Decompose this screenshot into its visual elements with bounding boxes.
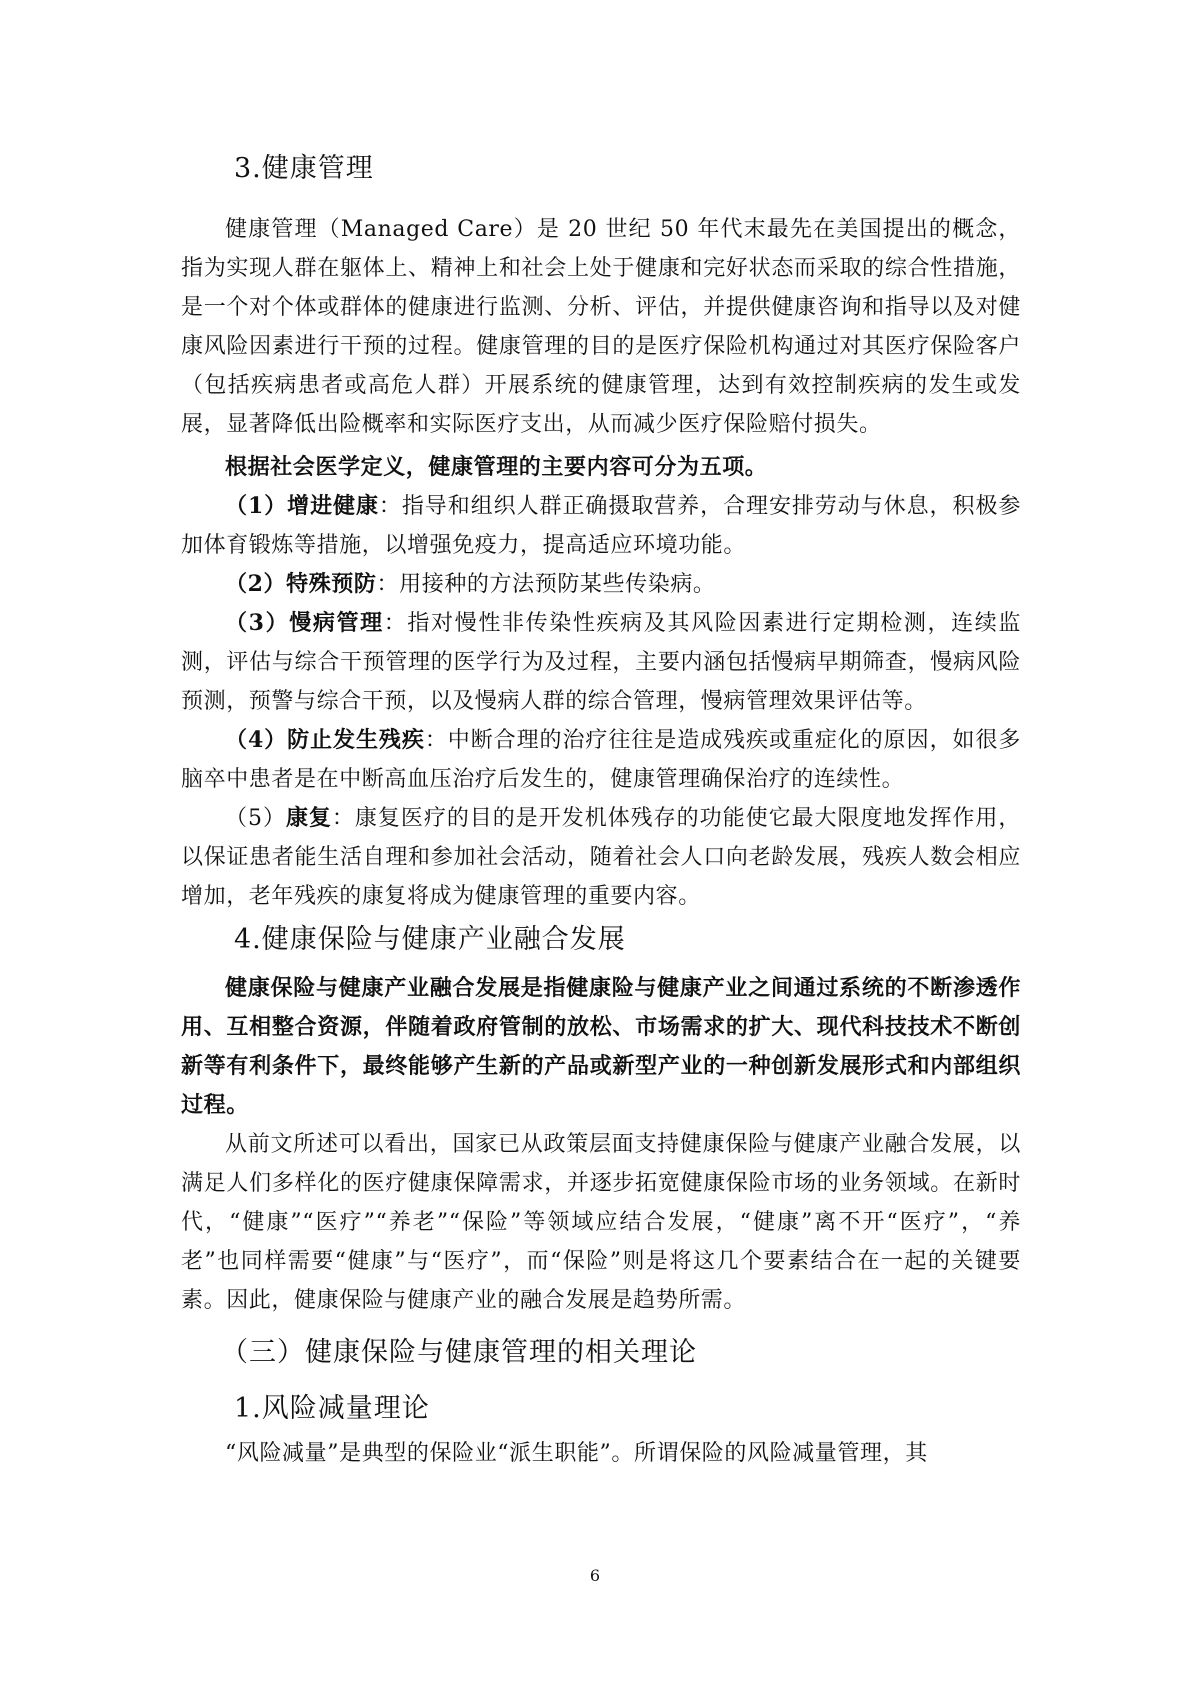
paragraph-integration-context: 从前文所述可以看出，国家已从政策层面支持健康保险与健康产业融合发展，以满足人们多样化的医疗健康保障需求，并逐步拓宽健康保险市场的业务领域。在新时代，“健康”“医疗”“养老”“保险”等领域应结合发展，“健康”离不开“医疗”，“养老”也同样需要“健康”与“医疗”，而“保险”则是将这几个要素结合在一起的关键要素。因此，健康保险与健康产业的融合发展是趋势所需。 bbox=[181, 1132, 1021, 1313]
item-text: ：用接种的方法预防某些传染病。 bbox=[376, 572, 716, 597]
page-content bbox=[181, 150, 1021, 1473]
heading-insurance-industry-integration: 4.健康保险与健康产业融合发展 bbox=[234, 924, 626, 955]
section-heading-related-theories: （三）健康保险与健康管理的相关理论 bbox=[221, 1337, 697, 1368]
heading-risk-reduction-theory: 1.风险减量理论 bbox=[234, 1393, 430, 1424]
item-label: 康复 bbox=[285, 805, 332, 831]
item-label: （4）防止发生残疾 bbox=[225, 727, 425, 753]
item-label: （1）增进健康 bbox=[225, 493, 379, 519]
item-text: ：康复医疗的目的是开发机体残存的功能使它最大限度地发挥作用，以保证患者能生活自理和参加社会活动，随着社会人口向老龄发展，残疾人数会相应增加，老年残疾的康复将成为健康管理的重要内容。 bbox=[181, 806, 1021, 909]
item-label: （2）特殊预防 bbox=[225, 571, 377, 597]
paragraph-health-management-intro: 健康管理（Managed Care）是 20 世纪 50 年代末最先在美国提出的概念，指为实现人群在躯体上、精神上和社会上处于健康和完好状态而采取的综合性措施，是一个对个体或群体的健康进行监测、分析、评估，并提供健康咨询和指导以及对健康风险因素进行干预的过程。健康管理的目的是医疗保险机构通过对其医疗保险客户（包括疾病患者或高危人群）开展系统的健康管理，达到有效控制疾病的发生或发展，显著降低出险概率和实际医疗支出，从而减少医疗保险赔付损失。 bbox=[181, 217, 1021, 437]
paragraph-five-items-summary: 根据社会医学定义，健康管理的主要内容可分为五项。 bbox=[225, 454, 768, 480]
paragraph-risk-reduction: “风险减量”是典型的保险业“派生职能”。所谓保险的风险减量管理，其 bbox=[225, 1441, 928, 1466]
list-item-prevent-disability bbox=[181, 721, 1021, 799]
item-text: ：指导和组织人群正确摄取营养，合理安排劳动与休息，积极参加体育锻炼等措施，以增强免疫力，提高适应环境功能。 bbox=[181, 494, 1021, 558]
page-number: 6 bbox=[589, 1566, 601, 1585]
list-item-rehabilitation bbox=[181, 799, 1021, 916]
item-text: ：指对慢性非传染性疾病及其风险因素进行定期检测，连续监测，评估与综合干预管理的医学行为及过程，主要内涵包括慢病早期筛查，慢病风险预测，预警与综合干预，以及慢病人群的综合管理，慢病管理效果评估等。 bbox=[181, 611, 1021, 714]
paragraph-integration-definition: 健康保险与健康产业融合发展是指健康险与健康产业之间通过系统的不断渗透作用、互相整合资源，伴随着政府管制的放松、市场需求的扩大、现代科技技术不断创新等有利条件下，最终能够产生新的产品或新型产业的一种创新发展形式和内部组织过程。 bbox=[181, 975, 1021, 1118]
item-text: ：中断合理的治疗往往是造成残疾或重症化的原因，如很多脑卒中患者是在中断高血压治疗后发生的，健康管理确保治疗的连续性。 bbox=[181, 728, 1021, 792]
item-label-prefix: （5） bbox=[225, 806, 286, 831]
list-item-special-prevention bbox=[181, 565, 1021, 604]
list-item-promote-health bbox=[181, 487, 1021, 565]
item-label: （3）慢病管理 bbox=[225, 610, 384, 636]
list-item-chronic-disease-management bbox=[181, 604, 1021, 721]
heading-health-management: 3.健康管理 bbox=[234, 153, 374, 184]
